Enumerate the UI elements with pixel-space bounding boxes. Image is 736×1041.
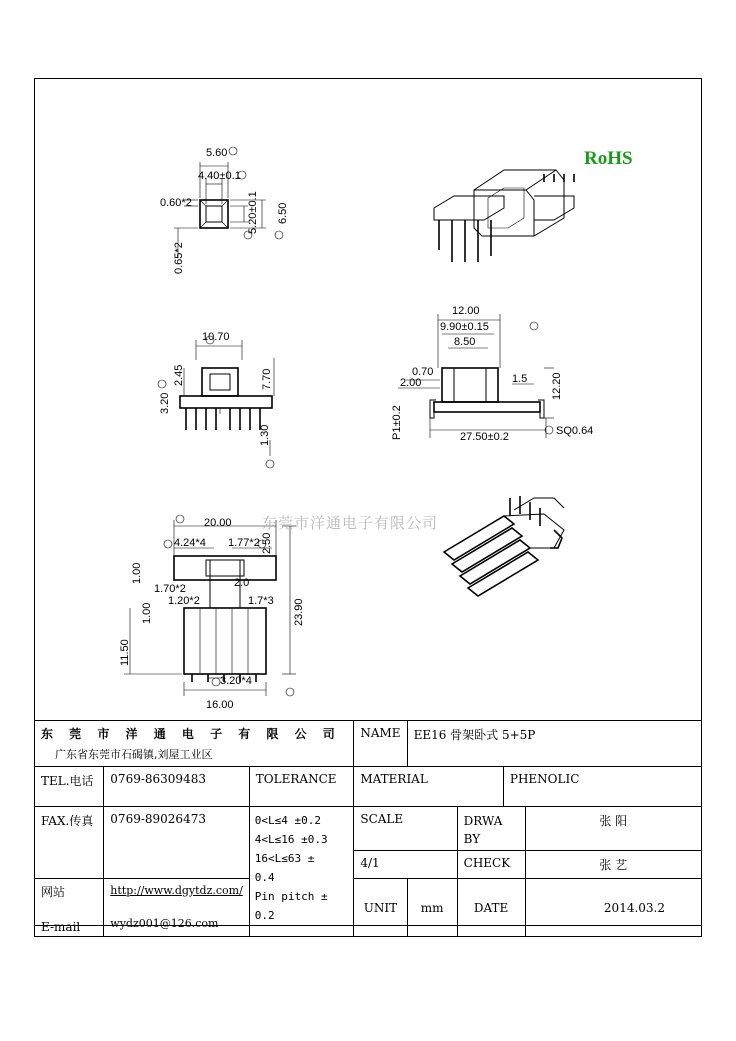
technical-drawing (34, 78, 702, 720)
email-value: wydz001@126.com (110, 917, 219, 930)
unit-value: mm (407, 879, 457, 937)
tolerance-line: 16<L≤63 ± (254, 852, 315, 865)
dim-bottom-ribs: 1.7*3 (248, 595, 274, 607)
dim-side-height: 12.20 (551, 372, 563, 400)
dim-top-height: 6.50 (277, 202, 289, 224)
material-value: PHENOLIC (503, 767, 701, 807)
rohs-badge: RoHS (584, 148, 633, 169)
date-value: 2014.03.2 (525, 879, 701, 937)
website-link[interactable]: http://www.dgytdz.com/ (110, 884, 243, 897)
scale-value: 4/1 (354, 851, 457, 879)
drawing-svg (34, 78, 702, 720)
tel-label: TEL.电话 (35, 767, 104, 807)
bottom-view (119, 515, 305, 711)
email-label: E-mail (41, 920, 81, 934)
dim-bottom-top: 2.50 (261, 532, 273, 554)
contact-values (104, 879, 250, 937)
dim-bottom-gap: 2.0 (234, 577, 250, 589)
web-label: 网站 (41, 885, 66, 899)
dim-side-flange: 2.00 (400, 377, 422, 389)
dim-top-wall: 0.60*2 (160, 197, 192, 209)
isometric-view-2 (444, 496, 564, 596)
tolerance-line: Pin pitch ± (254, 890, 328, 903)
drawn-by-label: DRWA BY (457, 807, 525, 851)
title-block (34, 720, 702, 937)
tolerance-line: 0<L≤4 ±0.2 (254, 814, 322, 827)
scale-label: SCALE (354, 807, 457, 851)
front-view (158, 331, 274, 468)
name-value: EE16 骨架卧式 5+5P (407, 721, 701, 767)
tolerance-line: 0.2 (254, 909, 275, 922)
dim-bottom-wall: 1.00 (131, 562, 143, 584)
company-watermark: 东莞市洋通电子有限公司 (262, 514, 439, 532)
material-label: MATERIAL (354, 767, 504, 807)
dim-top-inner-h: 5.20±0.1 (247, 191, 259, 234)
dim-bottom-step: 1.00 (141, 602, 153, 624)
tolerance-table (249, 807, 354, 937)
tel-value: 0769-86309483 (104, 767, 250, 807)
dim-side-length: 27.50±0.2 (460, 431, 509, 443)
dim-side-pitch: P1±0.2 (391, 405, 403, 440)
dim-side-pin: SQ0.64 (556, 425, 594, 437)
dim-bottom-rib: 1.20*2 (168, 595, 200, 607)
dim-front-top: 2.45 (173, 364, 185, 386)
dim-front-width: 10.70 (202, 331, 230, 343)
dim-top-inner: 4.40±0.1 (198, 170, 241, 182)
dim-bottom-slot2: 1.77*2 (228, 537, 260, 549)
contact-labels (35, 879, 104, 937)
fax-label: FAX.传真 (35, 807, 104, 879)
dim-bottom-pitch: 3.20*4 (220, 675, 252, 687)
dim-front-height: 7.70 (261, 368, 273, 390)
check-value: 张 艺 (525, 851, 701, 879)
isometric-view-1 (434, 170, 574, 262)
dim-top-width: 5.60 (206, 147, 228, 159)
drawn-by-value: 张 阳 (525, 807, 701, 851)
side-view (391, 305, 593, 443)
dim-bottom-notch: 1.70*2 (154, 583, 186, 595)
check-label: CHECK (457, 851, 525, 879)
dim-side-total: 12.00 (452, 305, 480, 317)
dim-front-pin: 1.30 (259, 424, 271, 446)
dim-side-gap: 1.5 (512, 373, 528, 385)
dim-bottom-slot: 4.24*4 (174, 537, 206, 549)
dim-side-wall: 0.70 (412, 366, 434, 378)
dim-bottom-depth: 11.50 (119, 639, 131, 666)
tolerance-line: 0.4 (254, 871, 275, 884)
dim-side-core: 8.50 (454, 336, 476, 348)
dim-top-pin: 0.65*2 (173, 242, 185, 274)
name-label: NAME (354, 721, 407, 767)
top-view (160, 147, 289, 274)
tolerance-line: 4<L≤16 ±0.3 (254, 833, 328, 846)
dim-bottom-height: 23.90 (293, 598, 305, 626)
company-address: 广东省东莞市石碣镇,刘屋工业区 (55, 748, 213, 761)
fax-value: 0769-89026473 (104, 807, 250, 879)
tolerance-label: TOLERANCE (249, 767, 354, 807)
dim-bottom-length: 16.00 (206, 699, 234, 711)
dim-side-inner: 9.90±0.15 (440, 321, 489, 333)
dim-bottom-width: 20.00 (204, 517, 232, 529)
date-label: DATE (457, 879, 525, 937)
dim-front-flange: 3.20 (159, 392, 171, 414)
unit-label: UNIT (354, 879, 407, 937)
company-name: 东 莞 市 洋 通 电 子 有 限 公 司 (41, 727, 341, 741)
